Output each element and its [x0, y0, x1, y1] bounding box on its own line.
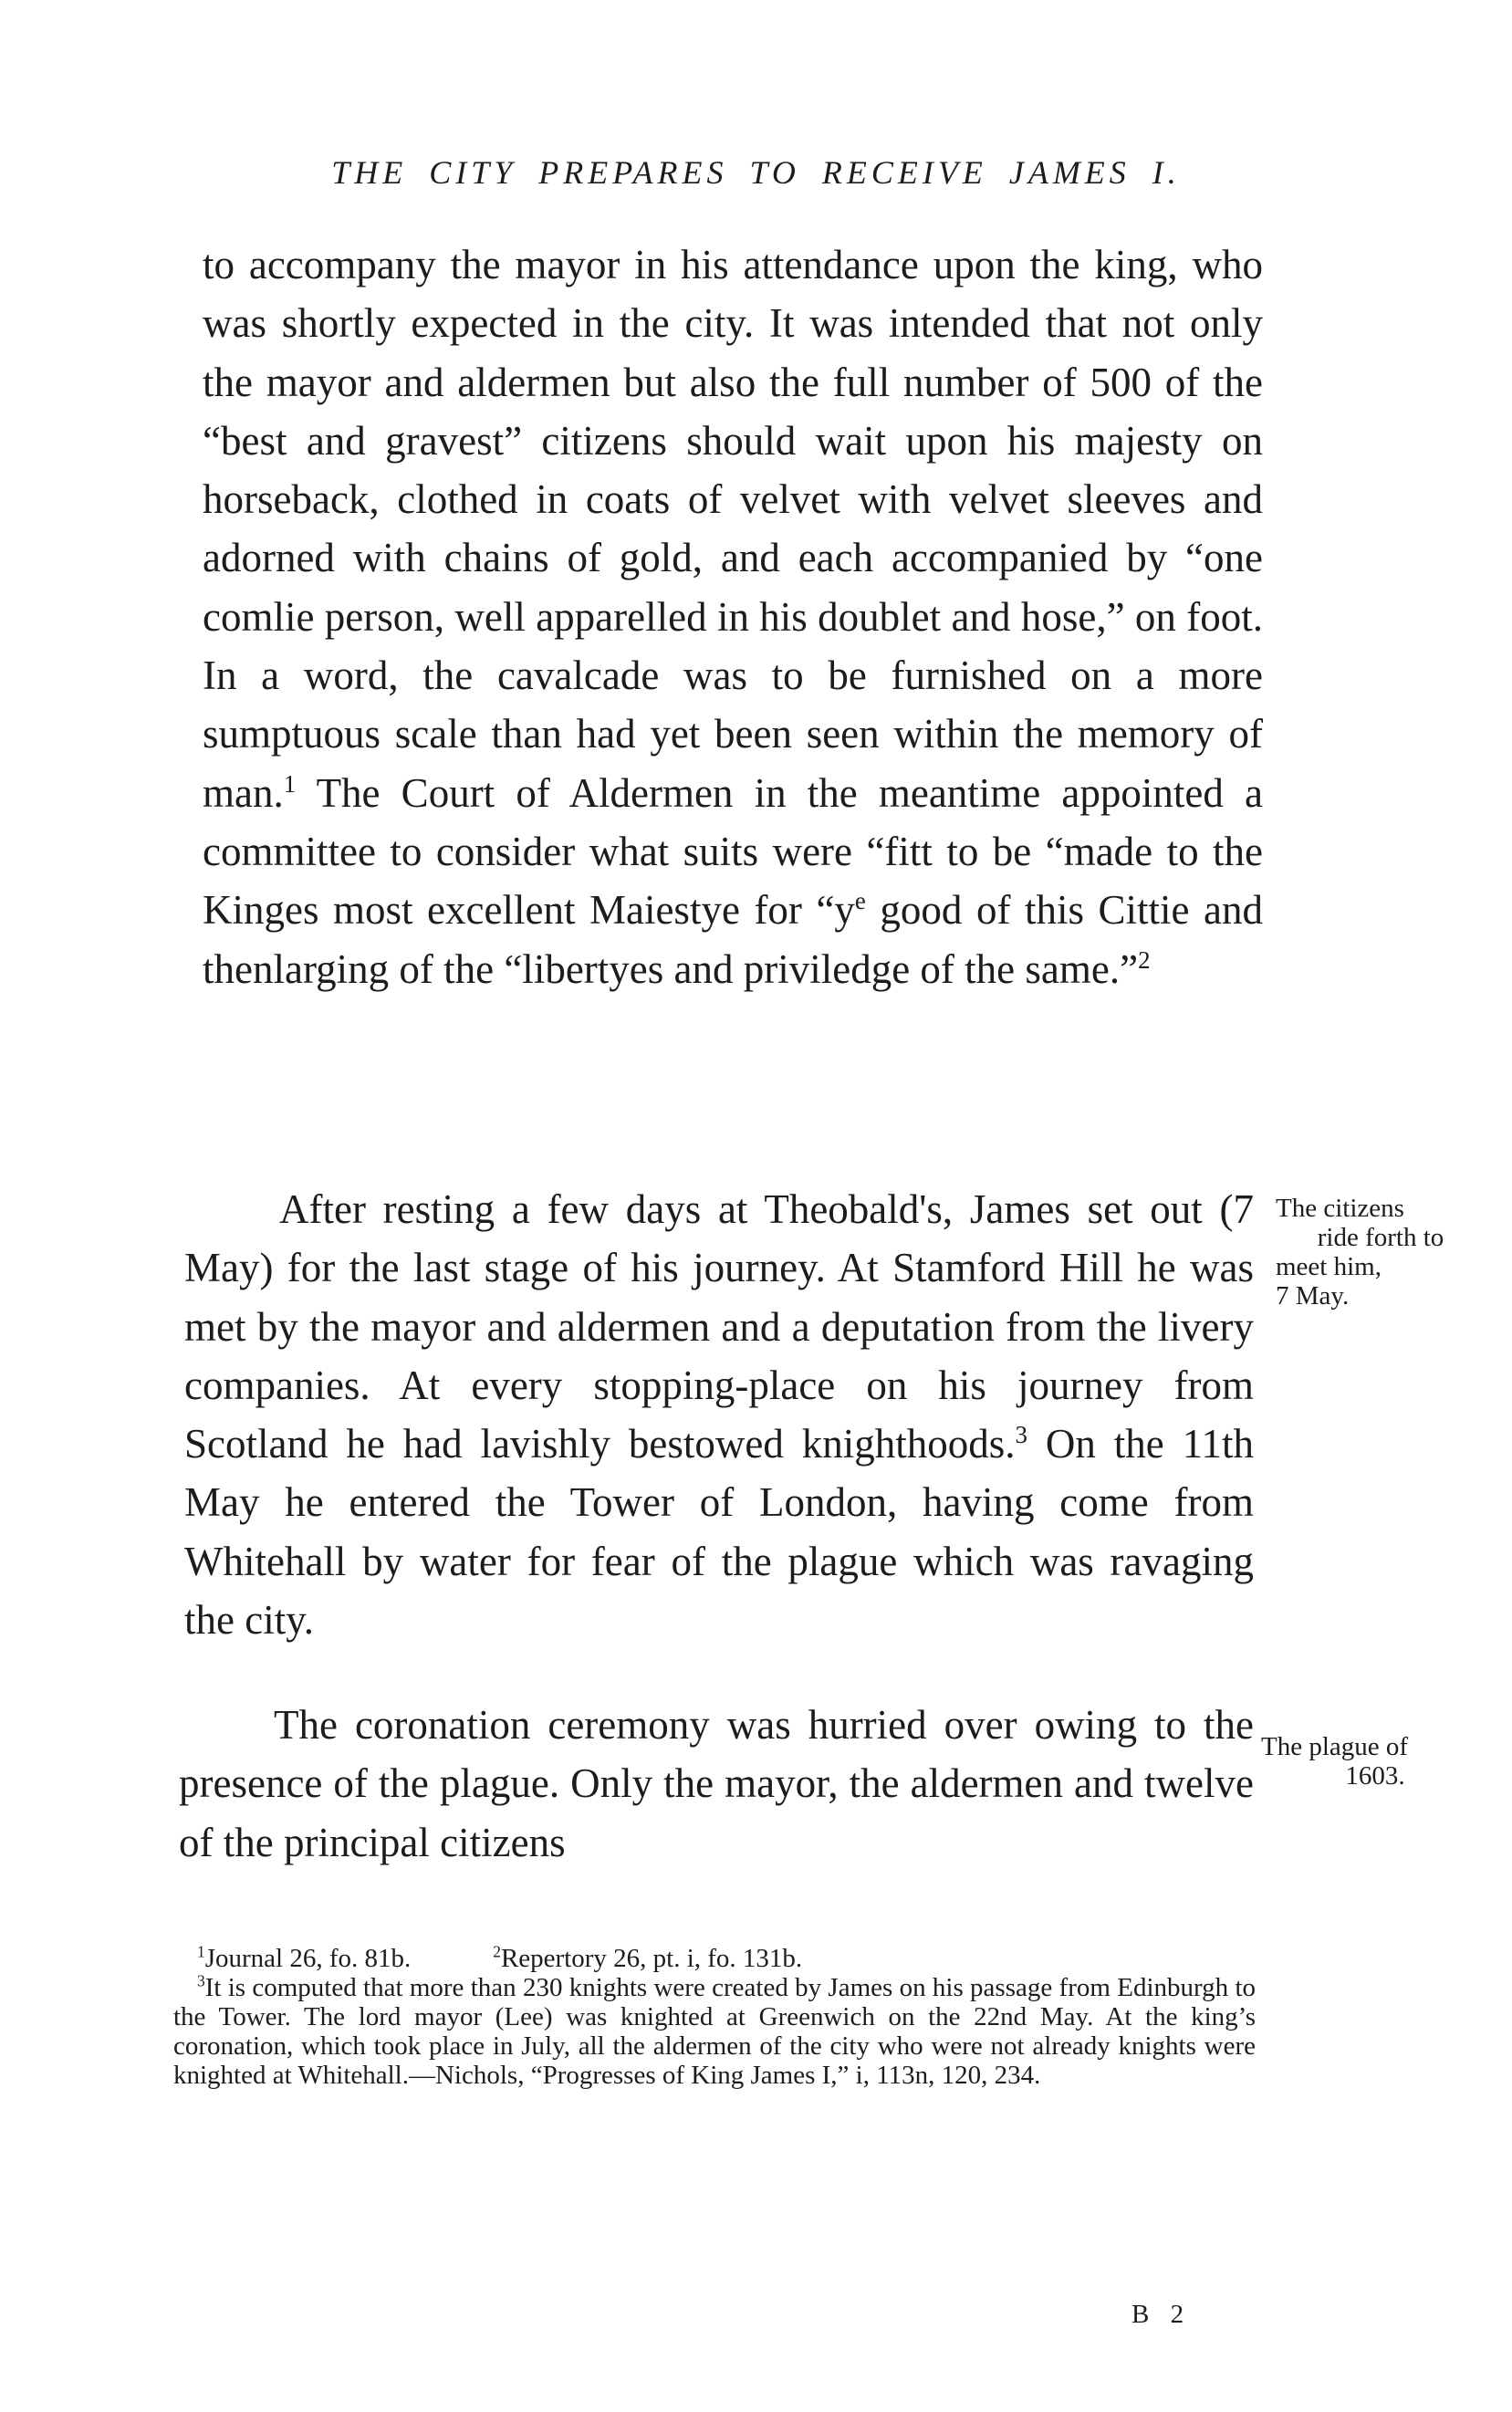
footnote-1-text: Journal 26, fo. 81b. [204, 1944, 412, 1973]
footnote-2-text: Repertory 26, pt. i, fo. 131b. [500, 1944, 803, 1973]
paragraph-3-text: The coronation ceremony was hurried over owing to the presence of the plague. Only the mayor, the aldermen and twelve of the principal citizens [179, 1702, 1254, 1865]
footnote-3-text: It is computed that more than 230 knights were created by James on his passage from Edinburgh to the Tower. The lord mayor (Lee) was knighted at Greenwich on the 22nd May. At the king’s coronation, which took place in July, all the aldermen of the city who were not already knights were knighted at Whitehall.—Nichols, “Progresses of King James I,” i, 113n, 120, 234. [173, 1973, 1256, 2090]
footnote-2-mark: 2 [493, 1942, 501, 1961]
footnote-3-mark: 3 [197, 1971, 205, 1990]
paragraph-1 [203, 235, 1263, 998]
footnote-3 [173, 1973, 1256, 2090]
paragraph-2 [184, 1180, 1254, 1649]
running-header: THE CITY PREPARES TO RECEIVE JAMES I. [331, 154, 1181, 191]
footnote-ref-1: 1 [283, 769, 297, 798]
paragraph-2-text-a: After resting a few days at Theobald's, James set out (7 May) for the last stage of his journey. At Stamford Hill he was met by the mayor and aldermen and a deputation from the livery companies. At every stopping-place on his journey from Scotland he had lavishly bestowed knighthoods. [184, 1186, 1254, 1467]
sidenote-2-line-2: 1603. [1345, 1761, 1405, 1791]
sidenote-plague [1261, 1732, 1489, 1791]
signature-mark: B 2 [1131, 2300, 1192, 2329]
footnotes-line-1 [173, 1944, 1256, 1973]
sidenote-1-line-4: 7 May. [1276, 1281, 1350, 1310]
paragraph-1-text-c: good of this Cittie and thenlarging of the “libertyes and priviledge of the same.” [203, 887, 1263, 992]
sidenote-1-line-3: meet him, [1276, 1252, 1382, 1281]
footnote-ref-2: 2 [1138, 945, 1151, 974]
footnotes [173, 1944, 1256, 2090]
footnote-ref-3: 3 [1015, 1421, 1028, 1449]
sidenote-2-line-1: The plague of [1261, 1732, 1409, 1761]
ye-superscript: e [854, 887, 866, 915]
paragraph-2-text-b: On the 11th May he entered the Tower of London, having come from Whitehall by water for fear of the plague which was ravaging the city. [184, 1421, 1254, 1644]
footnote-1-mark: 1 [197, 1942, 205, 1961]
paragraph-1-text-a: to accompany the mayor in his attendance upon the king, who was shortly expected in the city. It was intended that not only the mayor and aldermen but also the full number of 500 of the “best and gravest” citizens should wait upon his majesty on horseback, clothed in coats of velvet with velvet sleeves and adorned with chains of gold, and each accompanied by “one comlie person, well apparelled in his doublet and hose,” on foot. In a word, the cavalcade was to be furnished on a more sumptuous scale than had yet been seen within the memory of man. [203, 242, 1263, 816]
sidenote-1-line-1: The citizens [1276, 1194, 1404, 1223]
sidenote-citizens [1276, 1194, 1486, 1310]
paragraph-3 [179, 1696, 1254, 1872]
sidenote-1-line-2: ride forth to [1317, 1223, 1444, 1252]
paragraph-1-text-b: The Court of Aldermen in the meantime appointed a committee to consider what suits were “fitt to be “made to the Kinges most excellent Maiestye for “y [203, 769, 1263, 934]
